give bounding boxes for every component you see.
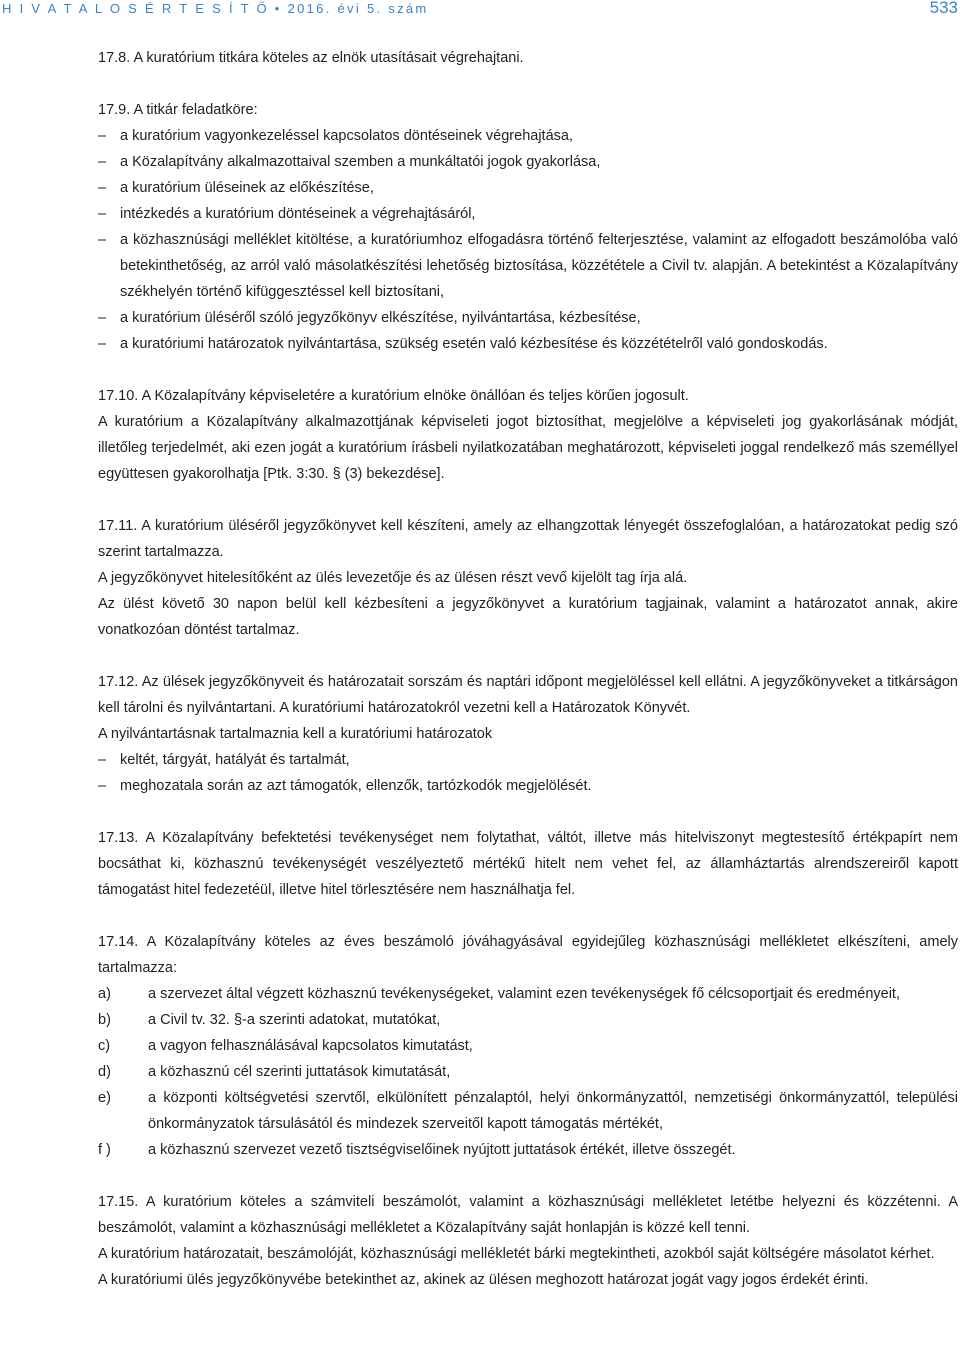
paragraph: Az ülést követő 30 napon belül kell kézbesíteni a jegyzőkönyvet a kuratórium tagjainak, valamint a határozatot annak, akire vonatkozóan döntést tartalmaz. [98,596,958,638]
item-label: a) [98,986,111,1002]
list-item: – a Közalapítvány alkalmazottaival szemben a munkáltatói jogok gyakorlása, [98,149,958,175]
paragraph: A nyilvántartásnak tartalmaznia kell a kuratóriumi határozatok [98,726,493,742]
page-number: 533 [929,0,958,17]
list-item [98,1059,958,1085]
list-item: – keltét, tárgyát, hatályát és tartalmát, [98,747,958,773]
list-item: – meghozatala során az azt támogatók, ellenzők, tartózkodók megjelölését. [98,773,958,799]
section-17-11: 17.11. A kuratórium üléséről jegyzőkönyvet kell készíteni, amely az elhangzottak lényegét összefoglalóan, a határozatokat pedig szó szerint tartalmazza. [98,518,958,560]
item-label: d) [98,1064,111,1080]
section-17-9-intro: 17.9. A titkár feladatköre: [98,102,258,118]
list-item: – intézkedés a kuratórium döntéseinek a végrehajtásáról, [98,201,958,227]
page-header [0,0,960,18]
list-item [98,1033,958,1059]
paragraph: A jegyzőkönyvet hitelesítőként az ülés levezetője és az ülésen részt vevő kijelölt tag írja alá. [98,570,688,586]
publication-title: H I V A T A L O S É R T E S Í T Ő • 2016. évi 5. szám [2,1,429,16]
section-17-10: 17.10. A Közalapítvány képviseletére a kuratórium elnöke önállóan és teljes körűen jogosult. [98,388,689,404]
section-17-15: 17.15. A kuratórium köteles a számviteli beszámolót, valamint a közhasznúsági mellékletet letétbe helyezni és közzétenni. A beszámolót, valamint a közhasznúsági mellékletet a Közalapítvány saját honlapján is közzé kell tenni. [98,1194,958,1236]
section-17-13: 17.13. A Közalapítvány befektetési tevékenységet nem folytathat, váltót, illetve más hitelviszonyt megtestesítő értékpapírt nem bocsáthat ki, közhasznú tevékenységét veszélyeztető mértékű hitelt nem vehet fel, az államháztartás alrendszereiről kapott támogatást hitel fedezetéül, illetve hitel törlesztésére nem használhatja fel. [98,830,958,898]
item-text: a Civil tv. 32. §-a szerinti adatokat, mutatókat, [148,1012,441,1028]
section-17-14-intro: 17.14. A Közalapítvány köteles az éves beszámoló jóváhagyásával egyidejűleg közhasznúsági mellékletet elkészíteni, amely tartalmazza: [98,934,958,976]
list-item: – a kuratóriumi határozatok nyilvántartása, szükség esetén való kézbesítése és közzétételről való gondoskodás. [98,331,958,357]
list-item: – a kuratórium vagyonkezeléssel kapcsolatos döntéseinek végrehajtása, [98,123,958,149]
section-17-12: 17.12. Az ülések jegyzőkönyveit és határozatait sorszám és naptári időpont megjelöléssel kell ellátni. A jegyzőkönyveket a titkárságon kell tárolni és nyilvántartani. A kuratóriumi határozatokról vezetni kell a Határozatok Könyvét. [98,674,958,716]
list-item [98,1085,958,1137]
document-body [98,45,958,1293]
list-item [98,1007,958,1033]
item-label: c) [98,1038,111,1054]
item-text: a közhasznú szervezet vezető tisztségviselőinek nyújtott juttatások értékét, illetve összegét. [148,1142,736,1158]
item-label: f ) [98,1142,111,1158]
item-label: e) [98,1090,111,1106]
item-text: a szervezet által végzett közhasznú tevékenységeket, valamint ezen tevékenységek fő célcsoportjait és eredményeit, [148,986,900,1002]
item-label: b) [98,1012,111,1028]
paragraph: A kuratórium határozatait, beszámolóját, közhasznúsági mellékletét bárki megtekintheti, azokból saját költségére másolatot kérhet. [98,1246,935,1262]
list-item: – a kuratórium üléseinek az előkészítése, [98,175,958,201]
item-text: a központi költségvetési szervtől, elkülönített pénzalaptól, helyi önkormányzattól, nemzetiségi önkormányzattól, települési önkormányzatok társulásától és mindezek szerveitől kapott támogatás mértékét, [148,1090,958,1132]
list-item: – a közhasznúsági melléklet kitöltése, a kuratóriumhoz elfogadásra történő felterjesztése, valamint az elfogadott beszámolóba való betekinthetőség, az arról való másolatkészítési lehetőség biztosítása, közzététele a Civil tv. alapján. A betekintést a Közalapítvány székhelyén történő kifüggesztéssel kell biztosítani, [98,227,958,305]
item-text: a közhasznú cél szerinti juttatások kimutatását, [148,1064,451,1080]
paragraph: A kuratórium a Közalapítvány alkalmazottjának képviseleti jogot biztosíthat, megjelölve a képviseleti jog gyakorlásának módját, illetőleg terjedelmét, aki ezen jogát a kuratórium írásbeli nyilatkozatában meghatározott, képviseleti joggal rendelkező más személlyel együttesen gyakorolhatja [Ptk. 3:30. § (3) bekezdése]. [98,414,958,482]
list-item: – a kuratórium üléséről szóló jegyzőkönyv elkészítése, nyilvántartása, kézbesítése, [98,305,958,331]
paragraph: A kuratóriumi ülés jegyzőkönyvébe betekinthet az, akinek az ülésen meghozott határozat jogát vagy jogos érdekét érinti. [98,1272,869,1288]
list-item [98,981,958,1007]
list-item [98,1137,958,1163]
item-text: a vagyon felhasználásával kapcsolatos kimutatást, [148,1038,473,1054]
section-17-8: 17.8. A kuratórium titkára köteles az elnök utasításait végrehajtani. [98,50,524,66]
